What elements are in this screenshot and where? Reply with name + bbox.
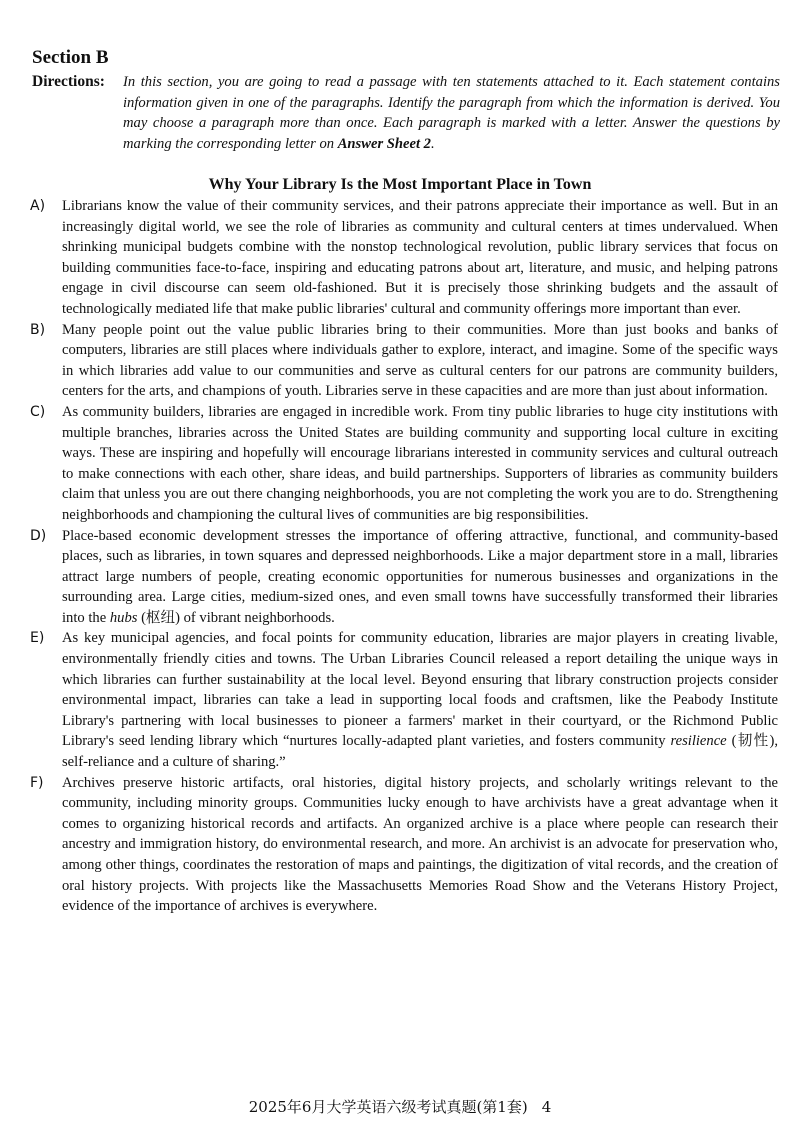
paragraph-letter: D) xyxy=(30,527,47,544)
paragraph-a xyxy=(30,196,778,320)
paragraph-text: As community builders, libraries are engaged in incredible work. From tiny public libraries to huge city institutions with multiple branches, libraries across the United States are building community and supporting local culture in exciting ways. These are inspiring and hopefully will encourage librarians interested in community services and cultural outreach to make connections with each other, share ideas, and build partnerships. Supporters of libraries as community builders claim that unless you are out there changing neighborhoods, you are not completing the work you are to do. Strengthening neighborhoods and championing the cultural lives of communities are big responsibilities. xyxy=(62,403,778,523)
section-heading: Section B xyxy=(32,47,109,68)
directions-label: Directions: xyxy=(32,73,105,90)
paragraph-text xyxy=(62,526,778,629)
italic-term-resilience: resilience xyxy=(670,733,727,750)
paragraph-text-before: As key municipal agencies, and focal points for community education, libraries are major players in creating livable, environmentally friendly cities and towns. The Urban Libraries Council released a report detailing the unique ways in which libraries can further sustainability at the local level. Beyond ensuring that library construction projects consider environmental impact, libraries can take a lead in supporting local foods and craftsmen, like the Peabody Institute Library's partnering with local businesses to pioneer a farmers' market in their courtyard, or the Richmond Public Library's seed lending library which “nurtures locally-adapted plant varieties, and fosters community xyxy=(62,630,778,750)
passage-title: Why Your Library Is the Most Important Place in Town xyxy=(208,176,592,193)
footer-title: 2025年6月大学英语六级考试真题(第1套) xyxy=(248,1098,528,1116)
paragraph-text: Librarians know the value of their community services, and their patrons appreciate their importance as well. But in an increasingly digital world, we see the role of libraries as community and cultural centers at times undervalued. When shrinking municipal budgets combine with the nonstop technological revolution, public library services that focus on building communities face-to-face, inspiring and educating patrons about art, literature, and music, and helping patrons engage in civil discourse can seem old-fashioned. But it is precisely those shrinking budgets and the assault of technologically mediated life that make public libraries' cultural and community offerings more important than ever. xyxy=(62,198,778,317)
paragraph-text xyxy=(62,628,778,772)
directions-block xyxy=(32,72,780,154)
paragraph-text-after: (韧性), self-reliance and a culture of sharing.” xyxy=(62,733,778,771)
paragraph-e xyxy=(30,628,778,772)
italic-term-hubs: hubs xyxy=(109,609,138,626)
paragraph-letter: F) xyxy=(30,774,44,791)
paragraph-text: Archives preserve historic artifacts, oral histories, digital history projects, and scholarly writings relevant to the community, including minority groups. Communities lucky enough to have archivists have a great advantage when it comes to organizing historical records and artifacts. An organized archive is a place where people can research their ancestry and immigration history, do environmental research, and more. An archivist is an advocate for preservation who, among other things, coordinates the restoration of maps and paintings, the digitization of vital records, and the creation of oral history projects. With projects like the Massachusetts Memories Road Show and the Veterans History Project, evidence of the importance of archives is everywhere. xyxy=(62,774,778,915)
paragraph-d xyxy=(30,526,778,629)
paragraph-letter: B) xyxy=(30,321,46,338)
directions-body: In this section, you are going to read a passage with ten statements attached to it. Each statement contains information given in one of the paragraphs. Identify the paragraph from which the information is derived. You may choose a paragraph more than once. Each paragraph is marked with a letter. Answer the questions by marking the corresponding letter on xyxy=(123,74,780,152)
directions-end: . xyxy=(430,135,435,152)
paragraph-text-before: Place-based economic development stresses the importance of offering attractive, functional, and community-based places, such as libraries, in town squares and depressed neighborhoods. Like a major department store in a mall, libraries attract large numbers of people, creating economic opportunities for numerous businesses and organizations in the surrounding area. Large cities, medium-sized ones, and even small towns have successfully transformed their libraries into the xyxy=(62,527,778,626)
paragraph-letter: A) xyxy=(30,198,46,214)
paragraph-c xyxy=(30,402,778,526)
page-footer xyxy=(0,1097,800,1117)
paragraph-b xyxy=(30,320,778,402)
paragraph-text: Many people point out the value public libraries bring to their communities. More than just books and banks of computers, libraries are still places where individuals gather to explore, interact, and imagine. Some of the specific ways in which libraries add value to our communities and serve as cultural centers for our patrons are community builders, centers for the arts, and champions of youth. Libraries serve in these capacities and are more than just about information. xyxy=(62,321,778,400)
paragraph-text-after: (枢纽) of vibrant neighborhoods. xyxy=(137,609,335,626)
paragraph-letter: C) xyxy=(30,403,46,420)
passage-body xyxy=(30,196,778,917)
page-number: 4 xyxy=(541,1098,552,1116)
paragraph-letter: E) xyxy=(30,630,45,647)
answer-sheet-emphasis: Answer Sheet 2 xyxy=(337,135,431,152)
paragraph-f xyxy=(30,773,778,917)
directions-text xyxy=(123,72,780,154)
